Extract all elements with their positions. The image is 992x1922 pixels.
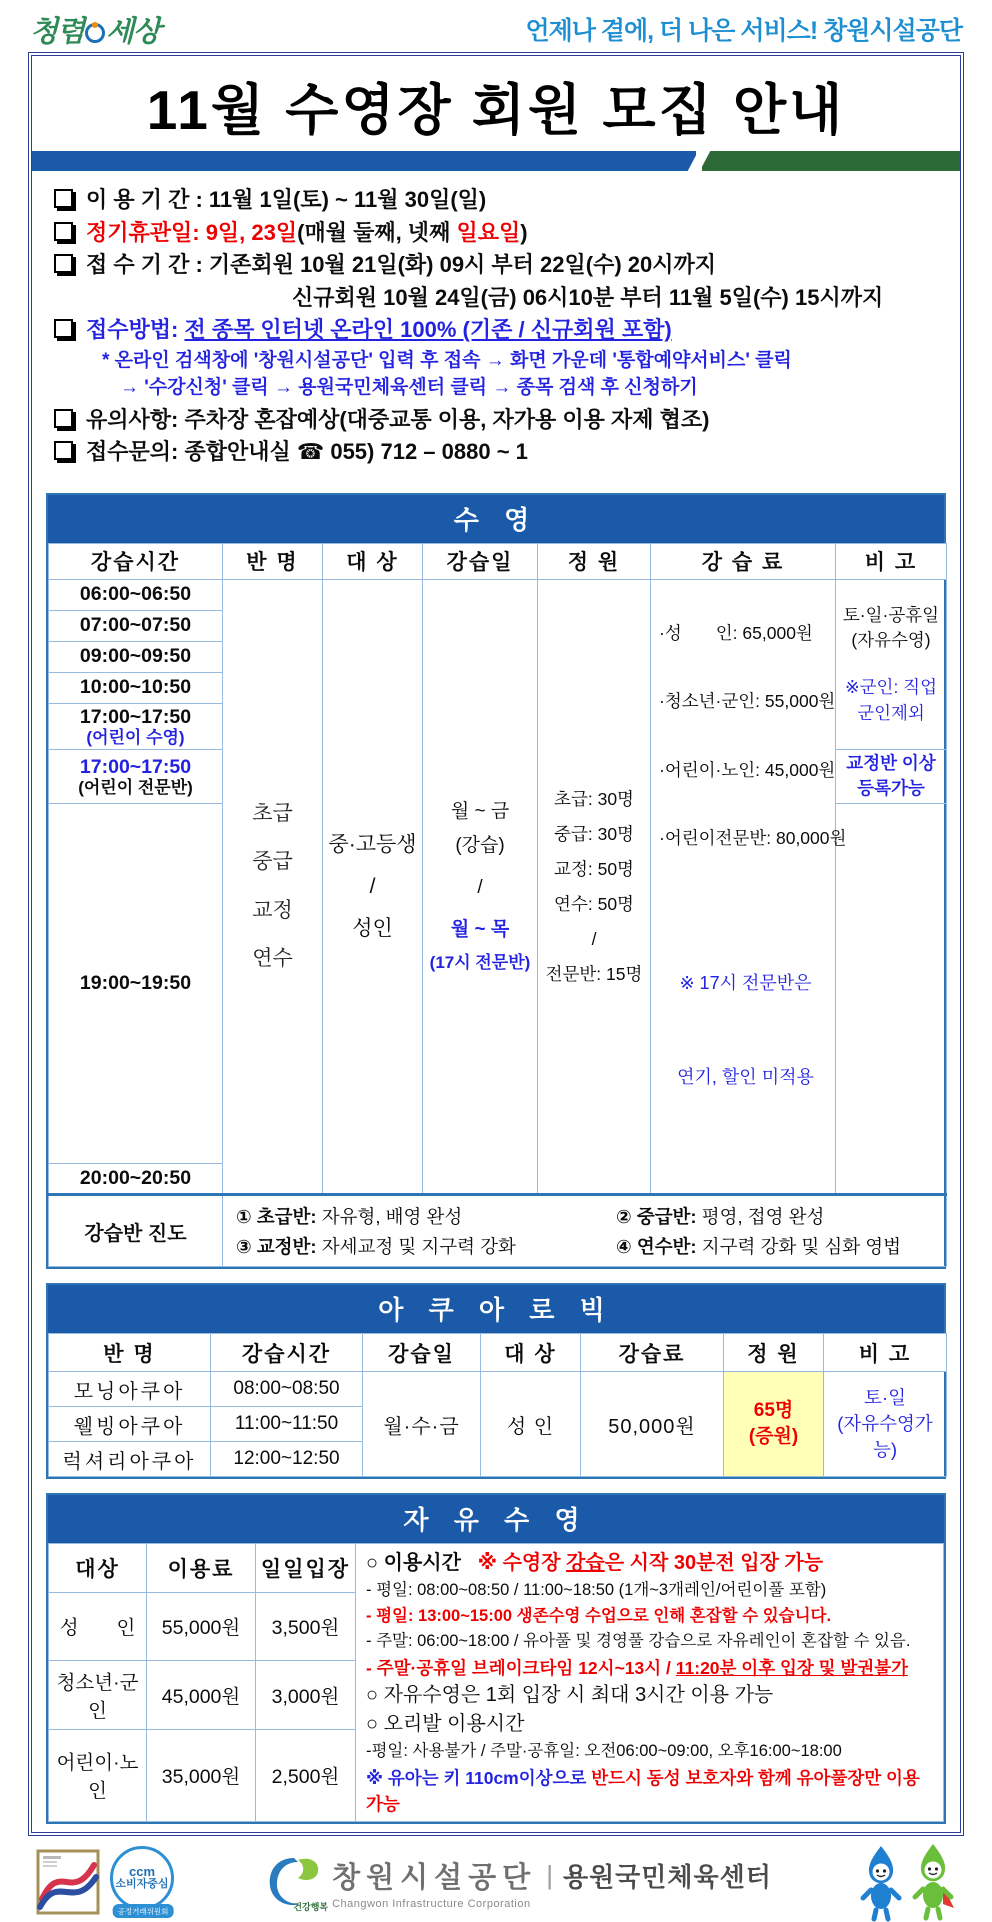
integrity-logo-circle-icon bbox=[85, 23, 105, 43]
swim-target: 중·고등생 / 성인 bbox=[323, 579, 423, 1194]
note-line: -평일: 사용불가 / 주말·공휴일: 오전06:00~09:00, 오후16:00~18:00 bbox=[366, 1742, 842, 1761]
swim-col-target: 대 상 bbox=[323, 543, 423, 579]
swim-time-4: 10:00~10:50 bbox=[49, 672, 223, 703]
aqua-capacity-highlight: 65명 (증원) bbox=[724, 1372, 824, 1477]
reception-method-text: 접수방법: 전 종목 인터넷 온라인 100% (기존 / 신규회원 포함) bbox=[86, 317, 672, 342]
page-title: 11월 수영장 회원 모집 안내 bbox=[146, 79, 846, 141]
divider-blue-segment bbox=[32, 151, 696, 171]
swim-section-title: 수 영 bbox=[48, 495, 944, 543]
swim-capacity: 초급: 30명 중급: 30명 교정: 50명 연수: 50명 / 전문반: 15명 bbox=[538, 579, 651, 1194]
aqua-col-time: 강습시간 bbox=[211, 1334, 363, 1372]
note-line: - 주말: 06:00~18:00 / 유아풀 및 경영풀 강습으로 자유레인이 혼잡할 수 있음. bbox=[366, 1632, 911, 1651]
ccm-text: ccm bbox=[128, 1864, 156, 1880]
free-fee: 55,000원 bbox=[147, 1592, 256, 1660]
swoosh-caption: 건강행복 bbox=[293, 1901, 329, 1912]
free-target: 성 인 bbox=[49, 1592, 147, 1660]
note-line: ○ 이용시간 ※ 수영장 강습은 시작 30분전 입장 가능 bbox=[366, 1552, 824, 1575]
ccm-subtext: 소비자중심 bbox=[115, 1878, 169, 1891]
note-line: - 주말·공휴일 브레이크타임 12시~13시 / 11:20분 이후 입장 및 발권불가 bbox=[366, 1657, 909, 1678]
aquarobics-section bbox=[46, 1283, 946, 1479]
aqua-col-name: 반 명 bbox=[49, 1334, 211, 1372]
checkbox-icon bbox=[54, 409, 73, 428]
free-fee: 45,000원 bbox=[147, 1661, 256, 1729]
closed-days-line bbox=[54, 219, 946, 247]
aqua-col-target: 대 상 bbox=[481, 1334, 581, 1372]
swim-fee-note: ※ 17시 전문반은 연기, 할인 미적용 bbox=[677, 973, 814, 1087]
title-divider-bar bbox=[32, 151, 960, 171]
swim-table bbox=[48, 543, 947, 1267]
certification-marks bbox=[36, 1846, 176, 1918]
aqua-class-name: 럭셔리아쿠아 bbox=[49, 1442, 211, 1477]
swim-time-child: 17:00~17:50 (어린이 수영) bbox=[49, 703, 223, 749]
free-daily: 3,500원 bbox=[256, 1592, 356, 1660]
swim-section bbox=[46, 493, 946, 1269]
free-col-target: 대상 bbox=[49, 1544, 147, 1593]
swim-progress-label: 강습반 진도 bbox=[49, 1195, 223, 1267]
swim-class-names: 초급 중급 교정 연수 bbox=[223, 579, 323, 1194]
free-fee: 35,000원 bbox=[147, 1729, 256, 1822]
swoosh-icon bbox=[264, 1852, 329, 1912]
mascot-green-icon bbox=[910, 1842, 956, 1922]
divider-green-segment bbox=[702, 151, 960, 171]
freeswim-header-row bbox=[49, 1544, 944, 1593]
swim-time-3: 09:00~09:50 bbox=[49, 641, 223, 672]
service-quality-cert-icon bbox=[36, 1849, 100, 1915]
swim-progress-content bbox=[223, 1195, 947, 1267]
reception-period-line2 bbox=[292, 284, 946, 312]
top-header bbox=[0, 0, 992, 52]
note-line: ○ 자유수영은 1회 입장 시 최대 3시간 이용 가능 bbox=[366, 1684, 774, 1707]
free-target: 어린이·노인 bbox=[49, 1729, 147, 1822]
logo-korean-name: 창원시설공단 bbox=[332, 1861, 537, 1894]
aqua-fee: 50,000원 bbox=[581, 1372, 724, 1477]
integrity-logo-right: 세상 bbox=[106, 13, 161, 48]
free-col-fee: 이용료 bbox=[147, 1544, 256, 1593]
freeswim-table bbox=[48, 1543, 944, 1822]
reception-period-text: 접 수 기 간 : 기존회원 10월 21일(화) 09시 부터 22일(수) 20시까지 bbox=[86, 252, 717, 277]
logo-english-name: Changwon Infrastructure Corporation bbox=[332, 1897, 531, 1910]
method-step2: → '수강신청' 클릭 → 용원국민체육센터 클릭 → 종목 검색 후 신청하기 bbox=[120, 377, 698, 399]
aqua-class-name: 모닝아쿠아 bbox=[49, 1372, 211, 1407]
logo-center-name: 용원국민체육센터 bbox=[562, 1861, 772, 1892]
usage-period-line bbox=[54, 186, 946, 214]
aqua-class-time: 08:00~08:50 bbox=[211, 1372, 363, 1407]
swim-col-class: 반 명 bbox=[223, 543, 323, 579]
changwon-logo bbox=[264, 1852, 772, 1912]
free-col-daily: 일일입장 bbox=[256, 1544, 356, 1593]
notice-text: 유의사항: 주차장 혼잡예상(대중교통 이용, 자가용 이용 자제 협조) bbox=[86, 406, 710, 432]
swim-col-note: 비 고 bbox=[836, 543, 947, 579]
free-daily: 2,500원 bbox=[256, 1729, 356, 1822]
swim-col-time: 강습시간 bbox=[49, 543, 223, 579]
aquarobics-section-title: 아 쿠 아 로 빅 bbox=[48, 1285, 944, 1333]
aqua-col-note: 비 고 bbox=[824, 1334, 947, 1372]
note-line: ※ 유아는 키 110cm이상으로 반드시 동성 보호자와 함께 유아풀장만 이용가능 bbox=[366, 1767, 920, 1814]
swim-header-row bbox=[49, 543, 947, 579]
aqua-col-days: 강습일 bbox=[363, 1334, 481, 1372]
contact-text: 접수문의: 종합안내실 ☎ 055) 712 – 0880 ~ 1 bbox=[86, 439, 528, 465]
swim-col-capacity: 정 원 bbox=[538, 543, 651, 579]
progress-item: ① 초급반: 자유형, 배영 완성 bbox=[236, 1206, 463, 1228]
swim-note-top: 토·일·공휴일 (자유수영) ※군인: 직업 군인제외 bbox=[836, 579, 947, 749]
swim-col-fee: 강 습 료 bbox=[651, 543, 836, 579]
info-list bbox=[32, 171, 960, 479]
aqua-class-time: 11:00~11:50 bbox=[211, 1407, 363, 1442]
note-line: - 평일: 13:00~15:00 생존수영 수업으로 인해 혼잡할 수 있습니다. bbox=[366, 1606, 832, 1625]
aquarobics-table bbox=[48, 1333, 947, 1477]
contact-line bbox=[54, 438, 946, 466]
freeswim-notes bbox=[356, 1544, 944, 1822]
aqua-note: 토·일 (자유수영가능) bbox=[824, 1372, 947, 1477]
progress-item: ③ 교정반: 자세교정 및 지구력 강화 bbox=[236, 1236, 516, 1258]
note-line: - 평일: 08:00~08:50 / 11:00~18:50 (1개~3개레인/어린이풀 포함) bbox=[366, 1581, 827, 1600]
swim-col-days: 강습일 bbox=[423, 543, 538, 579]
checkbox-icon bbox=[54, 441, 73, 460]
aqua-col-capacity: 정 원 bbox=[724, 1334, 824, 1372]
checkbox-icon bbox=[54, 222, 73, 241]
mascots bbox=[860, 1842, 956, 1922]
closed-days-text: 정기휴관일: 9일, 23일(매월 둘째, 넷째 일요일) bbox=[86, 219, 528, 245]
reception-method-line bbox=[54, 316, 946, 344]
swim-time-2: 07:00~07:50 bbox=[49, 610, 223, 641]
aqua-days: 월·수·금 bbox=[363, 1372, 481, 1477]
progress-item: ② 중급반: 평영, 접영 완성 bbox=[616, 1206, 825, 1228]
swim-time-8: 20:00~20:50 bbox=[49, 1164, 223, 1195]
footer bbox=[0, 1836, 992, 1922]
usage-period-text: 이 용 기 간 : 11월 1일(토) ~ 11월 30일(일) bbox=[86, 187, 487, 212]
free-daily: 3,000원 bbox=[256, 1661, 356, 1729]
swim-time-1: 06:00~06:50 bbox=[49, 579, 223, 610]
content-frame bbox=[28, 52, 964, 1836]
checkbox-icon bbox=[54, 319, 73, 338]
integrity-logo-left: 청렴 bbox=[30, 13, 85, 48]
integrity-logo bbox=[30, 9, 160, 50]
reception-period-text2: 신규회원 10월 24일(금) 06시10분 부터 11월 5일(수) 15시까지 bbox=[292, 284, 884, 310]
checkbox-icon bbox=[54, 254, 73, 273]
method-step1: * 온라인 검색창에 '창원시설공단' 입력 후 접속 → 화면 가운데 '통합예약서비스' 클릭 bbox=[102, 349, 792, 371]
table-row bbox=[49, 1372, 947, 1407]
swim-days: 월 ~ 금 (강습) / 월 ~ 목 (17시 전문반) bbox=[423, 579, 538, 1194]
swim-note-mid: 교정반 이상 등록가능 bbox=[836, 749, 947, 803]
aqua-header-row bbox=[49, 1334, 947, 1372]
mascot-blue-icon bbox=[860, 1844, 902, 1922]
aqua-class-time: 12:00~12:50 bbox=[211, 1442, 363, 1477]
reception-period-line bbox=[54, 251, 946, 279]
aqua-target: 성 인 bbox=[481, 1372, 581, 1477]
swim-time-expert: 17:00~17:50 (어린이 전문반) bbox=[49, 749, 223, 803]
swim-time-7: 19:00~19:50 bbox=[49, 803, 223, 1164]
aqua-col-fee: 강습료 bbox=[581, 1334, 724, 1372]
swim-progress-row bbox=[49, 1195, 947, 1267]
logo-divider: | bbox=[546, 1859, 553, 1890]
aqua-class-name: 웰빙아쿠아 bbox=[49, 1407, 211, 1442]
corporation-slogan: 언제나 곁에, 더 나은 서비스! 창원시설공단 bbox=[525, 17, 962, 45]
free-target: 청소년·군인 bbox=[49, 1661, 147, 1729]
ccm-cert-icon bbox=[110, 1846, 176, 1918]
table-row bbox=[49, 579, 947, 610]
progress-item: ④ 연수반: 지구력 강화 및 심화 영법 bbox=[616, 1236, 902, 1258]
ccm-badge: 공정거래위원회 bbox=[113, 1904, 174, 1918]
swim-fees: ·성 인: 65,000원 ·청소년·군인: 55,000원 ·어린이·노인: 45,000원 ·어린이전문반: 80,000원 ※ 17시 전문반은 연기, 할인 미적용 bbox=[651, 579, 836, 1194]
notice-line bbox=[54, 406, 946, 434]
checkbox-icon bbox=[54, 189, 73, 208]
swim-note-bottom bbox=[836, 803, 947, 1195]
freeswim-section-title: 자 유 수 영 bbox=[48, 1495, 944, 1543]
note-line: ○ 오리발 이용시간 bbox=[366, 1713, 525, 1736]
freeswim-section bbox=[46, 1493, 946, 1824]
